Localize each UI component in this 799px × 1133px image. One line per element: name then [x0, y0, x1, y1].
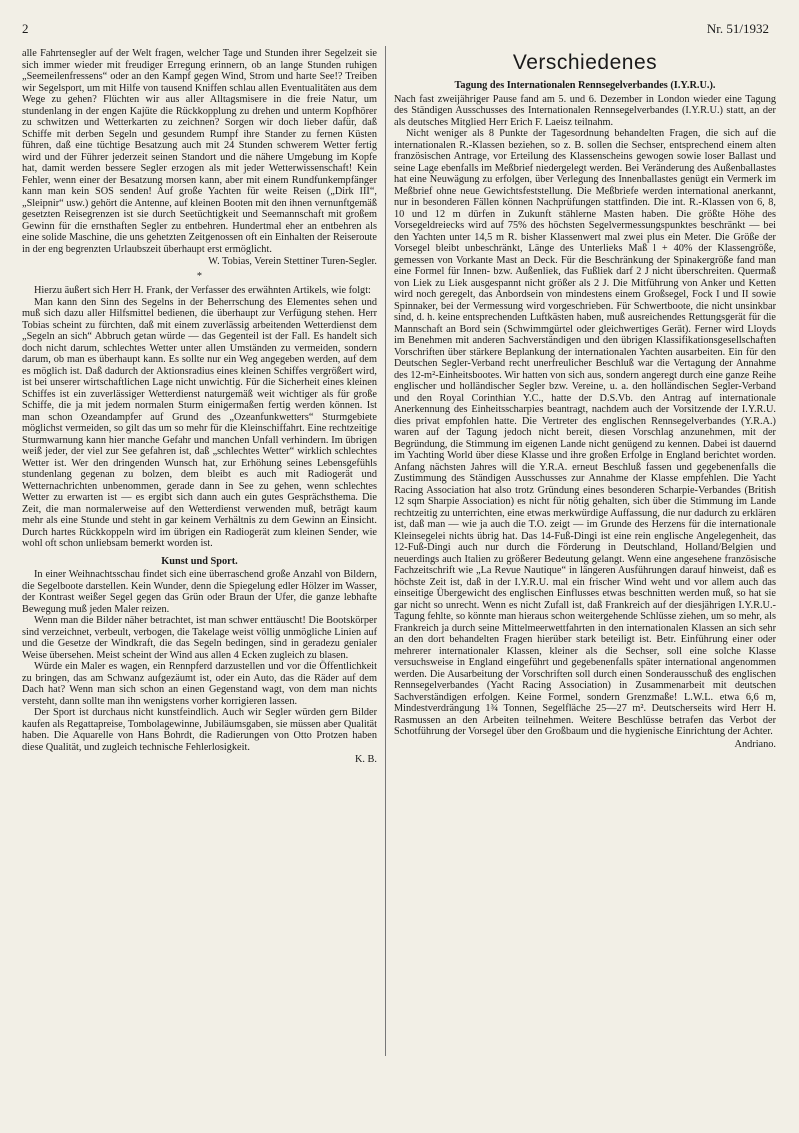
left-column: [22, 48, 377, 766]
paragraph: Würde ein Maler es wagen, ein Rennpferd darzustellen und vor die Öffentlichkeit zu bringen, das am Schwanz aufgezäumt ist, oder ein Auto, das die Räder auf dem Dach hat? Wenn man sich schon an einen Gegenstand wagt, von dem man nichts versteht, dann sollte man ihn wenigstens vorher korrigieren lassen.: [22, 661, 377, 707]
article-heading: Kunst und Sport.: [161, 555, 238, 567]
separator: *: [196, 270, 203, 282]
signature: W. Tobias, Verein Stettiner Turen-Segler.: [208, 256, 377, 267]
paragraph: Nach fast zweijähriger Pause fand am 5. und 6. Dezember in London wieder eine Tagung des Ständigen Ausschusses des Internationalen Rennsegelverbandes (I.Y.R.U.) statt, an der als deutsches Mitglied Herr Erich F. Laeisz teilnahm.: [394, 93, 776, 128]
signature: K. B.: [354, 754, 377, 765]
article-heading: Tagung des Internationalen Rennsegelverbandes (I.Y.R.U.).: [454, 80, 716, 91]
column-divider: [385, 46, 386, 1056]
issue-number: Nr. 51/1932: [706, 21, 769, 36]
paragraph: Der Sport ist durchaus nicht kunstfeindlich. Auch wir Segler würden gern Bilder kaufen als Regattapreise, Tombolagewinne, Jubiläumsgaben, sie müssen aber Qualität haben. Die Aquarelle von Hans Bohrdt, die Radierungen von Otto Protzen haben diese Qualität, und zugleich technische Fehlerlosigkeit.: [22, 707, 377, 753]
right-column: [394, 52, 776, 750]
paragraph: Hierzu äußert sich Herr H. Frank, der Verfasser des erwähnten Artikels, wie folgt:: [34, 285, 371, 296]
section-title: Verschiedenes: [512, 51, 658, 74]
page-number: 2: [22, 21, 29, 36]
paragraph: alle Fahrtensegler auf der Welt fragen, welcher Tage und Stunden ihrer Segelzeit sie sich immer wieder mit freudiger Erregung erinnern, ob an lange Stunden ruhigen „Seemeilenfressens“ oder an den Kampf gegen Wind, Strom und harte See!? Treiben wir Segelsport, um mit Hilfe von tausend Kniffen schlau allen Eventualitäten aus dem Wege zu gehen? Flüchten wir aus aller Alltagsmisere in die freie Natur, um stundenlang in der engen Kajüte die Rückkopplung zu drehen und unterm Kopfhörer zu schwitzen und Wetterkarten zu zeichnen? Sorgen wir doch lieber dafür, daß Schiffe mit derben Segeln und gesundem Rumpf ihre Stander zu fernen Küsten führen, daß eine tüchtige Besatzung auch mit 24 Stunden schwerem Wetter fertig wird und der Führer jederzeit seinen Standort und die nähere Umgebung im Kopfe hat, damit werden bessere Segler erzogen als mit jeder Wetterwissenschaft! Kein Fehler, wenn einer der Besatzung morsen kann, aber mit einem Rundfunkempfänger kann man kein SOS senden! Auf große Yachten für weite Reisen („Dirk III“, „Sleipnir“ usw.) gehört die Antenne, auf kleinen Booten mit den ihnen vernunftgemäß gesetzten Reisegrenzen ist sie durch Seetüchtigkeit und Seemannschaft mit großem Gewinn für die ernsthaften Segler zu entbehren. Hundertmal eher an entbehren als eine solide Maschine, die uns gehetzten Zeitgenossen oft ein Einhalten der Reiseroute in der eng begrenzten Urlaubszeit überhaupt erst ermöglicht.: [22, 48, 377, 255]
paragraph: Nicht weniger als 8 Punkte der Tagesordnung behandelten Fragen, die sich auf die internationalen R.-Klassen beziehen, so z. B. sollen die Sechser, entsprechend einem alten französischen Antrage, vor Erteilung des Klassenscheins gewogen sowie loser Ballast und seine Lage ebenfalls im Meßbrief niedergelegt werden. Bei Veränderung des Außenballastes hat eine Neuwägung zu erfolgen, über Verlegung des Innenballastes genügt ein Vermerk im Meßbrief ohne neue Gewichtsfeststellung. Die Meßbriefe werden international anerkannt, nur in besonderen Fällen können Nachprüfungen stattfinden. Die int. R.-Klassen von 6, 8, 10 und 12 m dürfen in Zukunft stählerne Masten haben. Die größte Höhe des Vorsegeldreiecks wird auf 75% des höchsten Segelvermessungspunktes beschränkt — bei den Yachten unter 14,5 m R. bisher Klassenwert mal zwei plus ein Meter. Die Größe der Vorsegel bleibt unbeschränkt, Länge des Unterlieks Maß l + 40% der Klassengröße, gemessen von Vorkante Mast an Deck. Für die Beschränkung der Spinakergröße fand man eine Formel für Innen- bzw. Außenliek, das Fußliek darf 2 J nicht überschreiten. Quermaß von Liek zu Liek ausgespannt nicht größer als 2 J. Die Mitführung von Anker und Ketten wird noch geregelt, das Anbordsein von mindestens einem Großsegel, Fock I und II sowie Spinnaker, bei der Vermessung wird vorgeschrieben. Für Schwertboote, die nicht unsinkbar sind, d. h. keine entsprechenden Luftkästen haben, muß ausreichendes Rettungsgerät für die Mannschaft an Bord sein (Schwimmgürtel oder gleichwertiges Gerät). Ferner wird Lloyds im Benehmen mit anderen Sachverständigen und den übrigen Klassifikationsgesellschaften Vorschriften über stärkere Beplankung der internationalen Yachten ausarbeiten. Ein für den Deutschen Segler-Verband recht unerfreulicher Beschluß war die Vertagung der Annahme des 12-m²-Einheitsbootes. Wir hatten von sich aus, sondern angeregt durch eine ganze Reihe englischer und holländischer Segler bzw. Vereine, u. a. den holländischen Segler-Verband und den Royal Corinthian Y.C., hatte der D.S.Vb. den Antrag auf internationale Anerkennung des Einheitsscharpies beantragt, nachdem auch der Vorsitzende der I.Y.R.U. dies privat empfohlen hatte. Die Vertreter des englischen Rennsegelverbandes (Y.R.A.) waren auf der Tagung jedoch nicht bereit, diesen Vorschlag anzunehmen, mit der Begründung, die Stimmung im eigenen Lande nicht genügend zu kennen. Dabei ist dauernd im Yachting World über diese Klasse und ihre großen Erfolge in England berichtet worden. Anfang nächsten Jahres will die Y.R.A. erneut Beschluß fassen und gegebenenfalls die Zustimmung des Ständigen Ausschusses zur Annahme der Klasse empfehlen. Die Yacht Racing Association hat also trotz Gründung eines besonderen Scharpie-Verbandes (British 12 sqm Sharpie Association) es nicht für nötig gehalten, sich über die Stimmung im Lande rechtzeitig zu unterrichten, eine etwas merkwürdige Auffassung, die nur dadurch zu erklären ist, daß man — wie ja auch die T.O. zeigt — im Grunde des Herzens für die internationale Kleinsegelei nichts übrig hat. Das 14-Fuß-Dingi ist eine rein englische Angelegenheit, das 12-Fuß-Dingi auch nur durch die Förderung in Deutschland, Holland/Belgien und neuerdings auch Italien zu größerer Bedeutung gelangt. Wenn eine angesehene französische Fachzeitschrift wie „La Revue Nautique“ in längeren Ausführungen darauf hinweist, daß es höchste Zeit ist, daß in der I.Y.R.U. mal ein frischer Wind weht und vor allem auch das einseitige Übergewicht des englischen Einflusses etwas beschnitten werden muß, so hat sie gar nicht so unrecht. Wenn es nicht Zufall ist, daß Frankreich auf der diesjährigen I.Y.R.U.-Tagung fehlte, so könnte man hieraus schon weitergehende Schlüsse ziehen, um so mehr, als Frankreich ja durch seine Mittelmeerwettfahrten in den internationalen Klassen an sich sehr an den dort behandelten Fragen hierüber stark beteiligt ist. Betr. Einführung einer oder mehrerer internationaler Klassen, kleiner als die Sechser, soll eine solche Klasse versuchsweise in England eingeführt und gegebenenfalls später international angenommen werden. Die Ausarbeitung der Vorschriften soll durch einen Sonderausschuß des englischen Rennsegelverbandes (Yacht Racing Association) in Zusammenarbeit mit deutschen Sachverständigen erfolgen. Keine Formel, sondern Grenzmaße! L.W.L. etwa 6,6 m, Mindestverdrängung 1¾ Tonnen, Segelfläche 25—27 m². Deutscherseits wird Herr H. Rasmussen an den Arbeiten teilnehmen. Weitere Beschlüsse betrafen das Verbot der Schotführung der Vorsegel über den Großbaum und die hygienische Einrichtung der Achter.: [394, 128, 776, 737]
signature: Andriano.: [734, 738, 776, 750]
paragraph: Wenn man die Bilder näher betrachtet, ist man schwer enttäuscht! Die Bootskörper sind verzeichnet, verbeult, verbogen, die Takelage weist völlig unmögliche Linien auf und die Gesetze der Windkraft, die das Segeln bedingen, sind in geradezu genialer Weise übersehen. Meist scheint der Wind aus allen 4 Ecken zugleich zu blasen.: [22, 615, 377, 661]
paragraph: In einer Weihnachtsschau findet sich eine überraschend große Anzahl von Bildern, die Segelboote darstellen. Kein Wunder, denn die Spiegelung edler Hölzer im Wasser, der Kontrast weißer Segel gegen das Grün oder Braun der Ufer, die ganze lebhafte Bewegung muß jeden Maler reizen.: [22, 569, 377, 615]
paragraph: Man kann den Sinn des Segelns in der Beherrschung des Elementes sehen und muß sich dazu aller Hilfsmittel bedienen, die überhaupt zur Verfügung stehen. Herr Tobias scheint zu fürchten, daß mit einem zuverlässig arbeitenden Wetterdienst dem „Segeln an sich“ Abbruch getan würde — das Gegenteil ist der Fall. Es handelt sich doch nicht darum, schlechtes Wetter unter allen Umständen zu vermeiden, sondern darum, ob man es überhaupt kann. Es sollte nur ein Weg angegeben werden, auf dem es möglich ist. Daß dadurch der Aktionsradius eines kleinen Schiffes vergrößert wird, ist bei unserer wirtschaftlichen Lage nicht unwichtig. Für die Sicherheit eines kleinen Schiffes ist ein zuverlässiger Wetterdienst naturgemäß weit wichtiger als für große Schiffe, die ja mit jedem normalen Sturm einigermaßen fertig werden können. Ist man schon Ozeandampfer auf Grund des „Ozeanfunkwetters“ Sturmgebiete möglichst vermeiden, so gilt das um so mehr für die Kleinschiffahrt. Eine rechtzeitige Sturmwarnung kann hier manche Gefahr und manchen Unfall verhindern. Im übrigen weiß jeder, der viel zur See gefahren ist, daß „schlechtes Wetter“ wirklich schlechtes Wetter ist. Wer den dringenden Wunsch hat, zur Erhöhung seines Lebensgefühls stundenlang gegenan zu bolzen, dem bleibt es auch mit Radiogerät und Wetternachrichten unbenommen, gerade dann in See zu gehen, wenn schlechtes Wetter zu erwarten ist — es ergibt sich dann auch ein gutes Gesprächsthema. Die Zeit, die man normalerweise auf den Wetterdienst verwenden muß, beträgt kaum mehr als eine Stunde und steht in gar keinem Verhältnis zu dem Gewinn an Einsicht. Durch hartes Rückkoppeln wird im übrigen ein Radiogerät zum kleinen Sender, wie wohl oft schon unliebsam bemerkt worden ist.: [22, 296, 377, 549]
